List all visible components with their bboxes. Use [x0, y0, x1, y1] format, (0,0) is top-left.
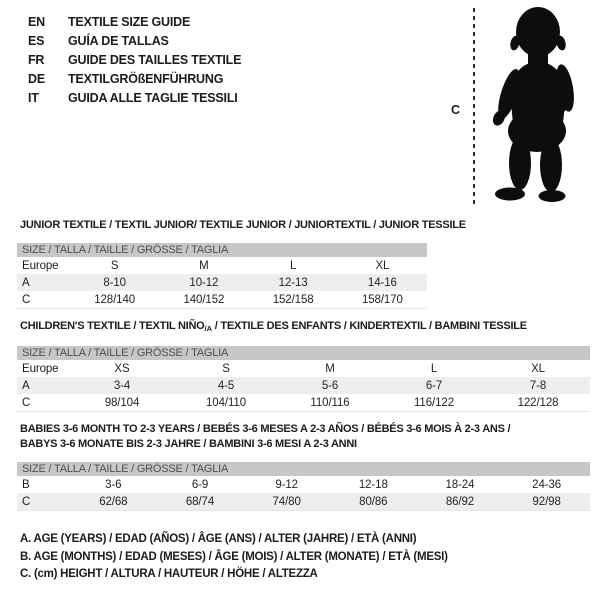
table-row: [17, 360, 590, 377]
value-cell: 104/110: [205, 396, 247, 409]
table-row: [17, 493, 590, 511]
value-cell: 158/170: [361, 293, 403, 306]
table-row: [17, 377, 590, 394]
page-header: [0, 0, 600, 210]
table-title: [20, 319, 590, 336]
value-cell: 128/140: [94, 293, 136, 306]
value-cell: 62/68: [70, 493, 157, 511]
size-table-body: [17, 476, 590, 511]
value-cell: 6-7: [382, 377, 486, 394]
value-cell: 3-4: [70, 377, 174, 394]
value-cell: 4-5: [174, 377, 278, 394]
value-cell: 12-13: [249, 274, 338, 291]
height-measure-label: C: [451, 103, 461, 117]
size-header-bar: SIZE / TALLA / TAILLE / GRÖSSE / TAGLIA: [17, 346, 590, 360]
title-text: BABIES 3-6 MONTH TO 2-3 YEARS / BEBÉS 3-6 MESES A 2-3 AÑOS / BÉBÉS 3-6 MOIS À 2-3 ANS /: [20, 423, 511, 435]
value-cell: 14-16: [338, 274, 427, 291]
table-title-line: [20, 319, 590, 336]
row-label-cell: C: [22, 293, 31, 306]
row-label-cell: A: [17, 377, 70, 394]
value-cell: 12-18: [358, 478, 388, 491]
row-label-cell: C: [22, 396, 31, 409]
table-title-line: [20, 218, 466, 233]
size-table-body: [17, 360, 590, 412]
footnote: C. (cm) HEIGHT / ALTURA / HAUTEUR / HÖHE / ALTEZZA: [20, 568, 318, 580]
value-cell: S: [222, 362, 230, 375]
size-header-bar: SIZE / TALLA / TAILLE / GRÖSSE / TAGLIA: [17, 462, 590, 476]
footnote: A. AGE (YEARS) / EDAD (AÑOS) / ÂGE (ANS) / ALTER (JAHRE) / ETÀ (ANNI): [20, 533, 417, 545]
table-row: [17, 257, 427, 274]
value-cell: XL: [531, 362, 545, 375]
title-text: BABYS 3-6 MONATE BIS 2-3 JAHRE / BAMBINI 3-6 MESI A 2-3 ANNI: [20, 438, 357, 450]
language-label: TEXTILE SIZE GUIDE: [68, 15, 191, 29]
title-subscript: /A: [204, 324, 212, 333]
language-row: [28, 89, 241, 108]
language-label: GUIDE DES TAILLES TEXTILE: [68, 53, 242, 67]
table-title-line: [20, 422, 590, 437]
value-cell: 122/128: [517, 396, 559, 409]
language-label: GUÍA DE TALLAS: [68, 34, 169, 48]
value-cell: L: [430, 362, 438, 375]
value-cell: M: [325, 362, 335, 375]
table-row: [17, 274, 427, 291]
size-tables: [17, 218, 600, 511]
value-cell: 92/98: [503, 493, 590, 511]
value-cell: 7-8: [486, 377, 590, 394]
table-title-line: [20, 437, 590, 452]
value-cell: 9-12: [275, 478, 298, 491]
value-cell: 3-6: [105, 478, 122, 491]
row-label-cell: C: [17, 493, 70, 511]
footnote: B. AGE (MONTHS) / EDAD (MESES) / ÂGE (MOIS) / ALTER (MONATE) / ETÀ (MESI): [20, 550, 448, 563]
language-label: GUIDA ALLE TAGLIE TESSILI: [68, 91, 238, 105]
language-code: EN: [28, 15, 45, 29]
title-text: JUNIOR TEXTILE / TEXTIL JUNIOR/ TEXTILE JUNIOR / JUNIORTEXTIL / JUNIOR TESSILE: [20, 219, 466, 231]
size-table: [17, 476, 590, 511]
language-code: IT: [28, 91, 39, 105]
value-cell: XL: [375, 259, 390, 272]
language-code: ES: [28, 34, 45, 48]
row-label-cell: B: [22, 478, 30, 491]
table-row: [17, 291, 427, 309]
language-row: [28, 32, 241, 51]
size-table-section-2: [17, 319, 590, 412]
language-list: [28, 13, 241, 108]
size-table-body: [17, 257, 427, 309]
value-cell: 6-9: [191, 478, 209, 491]
language-row: [28, 70, 241, 89]
value-cell: 8-10: [70, 274, 159, 291]
size-table: [17, 360, 590, 412]
size-table-section-1: [17, 218, 466, 309]
title-text: CHILDREN'S TEXTILE / TEXTIL NIÑO: [20, 320, 205, 332]
table-title: [20, 218, 466, 233]
size-table: [17, 257, 427, 309]
value-cell: 68/74: [157, 493, 244, 511]
value-cell: 18-24: [445, 478, 475, 491]
language-row: [28, 13, 241, 32]
row-label-cell: Europe: [22, 259, 59, 272]
value-cell: 152/158: [272, 293, 314, 306]
table-title: [20, 422, 590, 452]
table-row: [17, 476, 590, 493]
size-header-bar: SIZE / TALLA / TAILLE / GRÖSSE / TAGLIA: [17, 243, 427, 257]
table-row: [17, 394, 590, 412]
value-cell: XS: [114, 362, 130, 375]
row-label-cell: A: [17, 274, 70, 291]
height-dotted-line: [473, 8, 475, 205]
value-cell: 10-12: [159, 274, 248, 291]
value-cell: 116/122: [413, 396, 455, 409]
value-cell: 5-6: [278, 377, 382, 394]
language-code: DE: [28, 72, 45, 86]
row-label-cell: Europe: [22, 362, 59, 375]
footnotes: [20, 531, 600, 584]
value-cell: 86/92: [417, 493, 504, 511]
language-code: FR: [28, 53, 45, 67]
language-row: [28, 51, 241, 70]
value-cell: M: [199, 259, 209, 272]
value-cell: 140/152: [183, 293, 225, 306]
value-cell: 98/104: [104, 396, 140, 409]
value-cell: 110/116: [310, 396, 350, 409]
language-label: TEXTILGRÖßENFÜHRUNG: [68, 72, 224, 86]
size-table-section-3: [17, 422, 590, 511]
value-cell: S: [110, 259, 119, 272]
title-text: / TEXTILE DES ENFANTS / KINDERTEXTIL / BAMBINI TESSILE: [211, 320, 527, 332]
value-cell: L: [289, 259, 297, 272]
value-cell: 24-36: [532, 478, 562, 491]
value-cell: 74/80: [243, 493, 330, 511]
toddler-silhouette-icon: [486, 5, 592, 205]
value-cell: 80/86: [330, 493, 417, 511]
